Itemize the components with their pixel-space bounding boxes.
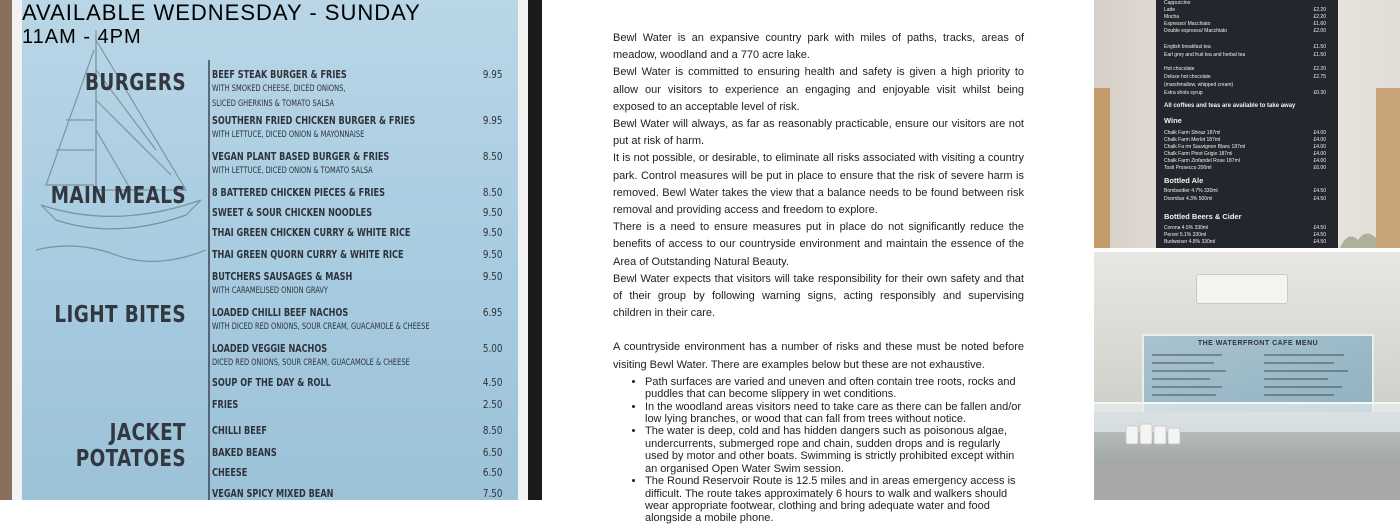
price-row <box>1164 28 1330 34</box>
price-row-value: £4.50 <box>1313 188 1326 194</box>
price-row <box>1164 188 1330 194</box>
plant-icon <box>1338 226 1378 248</box>
price-row <box>1164 151 1330 157</box>
takeaway-note: All coffees and teas are available to take away <box>1164 103 1296 109</box>
menu-item-name: BAKED BEANS <box>212 446 277 459</box>
menu-item-price: 9.95 <box>482 114 502 127</box>
price-row <box>1164 90 1330 96</box>
doc-risks-intro: A countryside environment has a number of risks and these must be noted before visiting Bewl Water. There are examples below but these are not exhaustive. <box>613 341 1024 371</box>
menu-item-description: WITH CARAMELISED ONION GRAVY <box>212 286 328 296</box>
price-row <box>1164 232 1330 238</box>
price-row <box>1164 225 1330 231</box>
menu-item <box>212 306 502 334</box>
door-frame <box>1094 88 1110 248</box>
menu-item <box>212 446 502 459</box>
cafe-menu-title: THE WATERFRONT CAFE MENU <box>1197 340 1319 347</box>
menu-item <box>212 270 502 298</box>
price-row-name: Earl grey and fruit tea and herbal tea <box>1164 52 1246 58</box>
menu-board <box>12 0 528 500</box>
price-row-value: £6.00 <box>1313 165 1326 171</box>
price-row-name: Deluxe hot chocolate <box>1164 74 1211 80</box>
price-row <box>1164 165 1330 171</box>
document-body <box>613 30 1024 525</box>
price-row-value: £4.50 <box>1313 196 1326 202</box>
menu-item <box>212 206 502 219</box>
price-row-value: £1.60 <box>1313 21 1326 27</box>
price-row <box>1164 196 1330 202</box>
menu-item <box>212 466 502 479</box>
price-row-name: Mocha <box>1164 14 1180 20</box>
menu-item-price: 8.50 <box>482 186 502 199</box>
price-row-value: £2.20 <box>1313 66 1326 72</box>
price-row <box>1164 66 1330 72</box>
frame-edge <box>528 0 542 500</box>
price-row-name: Corona 4.5% 330ml <box>1164 225 1209 231</box>
price-row-value: £2.20 <box>1313 14 1326 20</box>
menu-item-name: SOUP OF THE DAY & ROLL <box>212 376 331 389</box>
price-row-name: Espresso/ Macchiato <box>1164 21 1211 27</box>
price-row-name: Chalk Fa rm Sauvignon Blanc 187ml <box>1164 144 1246 150</box>
menu-board-photo <box>0 0 542 500</box>
price-row-value: £2.75 <box>1313 74 1326 80</box>
price-row-value: £4.50 <box>1313 225 1326 231</box>
price-row-name: Cappuccino <box>1164 0 1191 6</box>
doc-risk-item: • The Round Reservoir Route is 12.5 miles and in areas emergency access is difficult. The route takes approximately 6 hours to walk and walkers should wear appropriate footwear, clothing and bring adequate water and food alongside a mobile phone. <box>645 475 1024 525</box>
price-row <box>1164 158 1330 164</box>
price-row-value: £4.00 <box>1313 158 1326 164</box>
doc-paragraph: It is not possible, or desirable, to eliminate all risks associated with visiting a country park. Control measures will be put in place to ensure that the risk of severe harm is removed. Bewl Water takes the view that a balance needs to be found between risk removal and providing access and freedom to explore. <box>613 152 1024 217</box>
beer-heading: Bottled Beers & Cider <box>1164 212 1242 221</box>
section-burgers: BURGERS <box>84 70 186 96</box>
price-row-value: £2.20 <box>1313 7 1326 13</box>
price-row <box>1164 239 1330 245</box>
door-frame <box>1376 88 1400 248</box>
price-row-value: £4.00 <box>1313 144 1326 150</box>
drinks-price-board <box>1156 0 1338 248</box>
doc-paragraph: Bewl Water will always, as far as reasonably practicable, ensure our visitors are not put at risk of harm. <box>613 118 1024 148</box>
price-row-name: Budweiser 4.8% 330ml <box>1164 239 1216 245</box>
price-row-value: £4.00 <box>1313 130 1326 136</box>
menu-item-name: VEGAN PLANT BASED BURGER & FRIES <box>212 150 390 163</box>
price-row-name: English breakfast tea <box>1164 44 1211 50</box>
price-row-name: Chalk Farm Merlot 187ml <box>1164 137 1221 143</box>
doc-risk-item: • The water is deep, cold and has hidden dangers such as poisonous algae, undercurrents, submerged rope and chain, sudden drops and is regularly used by motor and other boats. Swimming is strictly prohibited except within an organised Open Water Swim session. <box>645 425 1024 475</box>
stacked-cups-icon <box>1124 420 1184 446</box>
price-row <box>1164 52 1330 58</box>
menu-item <box>212 150 502 178</box>
doc-paragraph: Bewl Water is an expansive country park with miles of paths, tracks, areas of meadow, woodland and a 770 acre lake. <box>613 32 1024 62</box>
price-row-name: Chalk Farm Pinot Grigio 187ml <box>1164 151 1233 157</box>
menu-item-name: VEGAN SPICY MIXED BEAN <box>212 487 334 500</box>
doc-risk-item: • In the woodland areas visitors need to take care as there can be fallen and/or low lying branches, or wood that can fall from trees without notice. <box>645 401 1024 426</box>
menu-item-price: 6.50 <box>482 446 502 459</box>
menu-item-description: WITH LETTUCE, DICED ONION & MAYONNAISE <box>212 130 365 140</box>
menu-item-name: BEEF STEAK BURGER & FRIES <box>212 68 347 81</box>
section-light-bites: LIGHT BITES <box>54 302 187 328</box>
menu-item-price: 6.95 <box>482 306 502 319</box>
price-row <box>1164 74 1330 80</box>
menu-item-price: 4.50 <box>482 376 502 389</box>
menu-item-price: 9.50 <box>482 206 502 219</box>
menu-item <box>212 398 502 411</box>
menu-item-price: 5.00 <box>482 342 502 355</box>
price-row <box>1164 130 1330 136</box>
wine-heading: Wine <box>1164 116 1182 125</box>
menu-item-name: BUTCHERS SAUSAGES & MASH <box>212 270 353 283</box>
price-row-name: Chalk Farm Zinfandel Rose 187ml <box>1164 158 1240 164</box>
price-row-name: Doombar 4.3% 500ml <box>1164 196 1213 202</box>
menu-item-price: 9.50 <box>482 248 502 261</box>
drinks-price-board-photo <box>1094 0 1400 248</box>
menu-item <box>212 342 502 370</box>
menu-availability-hours: 11AM - 4PM <box>22 26 142 48</box>
menu-item <box>212 186 502 199</box>
price-row-value: £1.50 <box>1313 44 1326 50</box>
sailboat-sketch-icon <box>36 0 216 280</box>
menu-divider <box>208 60 210 500</box>
price-row-name: Hot chocolate <box>1164 66 1195 72</box>
menu-item-name: CHILLI BEEF <box>212 424 267 437</box>
menu-item <box>212 487 502 500</box>
price-row-value: £4.00 <box>1313 151 1326 157</box>
price-row <box>1164 21 1330 27</box>
menu-item-description: DICED RED ONIONS, SOUR CREAM, GUACAMOLE & CHEESE <box>212 358 410 368</box>
menu-item-description: WITH DICED RED ONIONS, SOUR CREAM, GUACAMOLE & CHEESE <box>212 322 430 332</box>
menu-item-name: THAI GREEN CHICKEN CURRY & WHITE RICE <box>212 226 411 239</box>
price-row-name: Double espresso/ Macchiato <box>1164 28 1228 34</box>
doc-paragraph: Bewl Water is committed to ensuring health and safety is given a high priority to allow our visitors to experience an engaging and enjoyable visit whilst being exposed to an acceptable level of risk. <box>613 66 1024 113</box>
menu-item-name: CHEESE <box>212 466 248 479</box>
ale-heading: Bottled Ale <box>1164 176 1204 185</box>
doc-risk-item: • Path surfaces are varied and uneven and often contain tree roots, rocks and puddles that can become slippery in wet conditions. <box>645 376 1024 401</box>
price-row-name: (marshmallow, whipped cream) <box>1164 82 1234 88</box>
menu-item-price: 9.95 <box>482 68 502 81</box>
menu-item <box>212 68 502 111</box>
section-main-meals: MAIN MEALS <box>50 183 187 209</box>
air-conditioner-icon <box>1196 274 1288 304</box>
menu-item-name: 8 BATTERED CHICKEN PIECES & FRIES <box>212 186 385 199</box>
floor <box>1094 464 1400 500</box>
menu-item-price: 9.50 <box>482 270 502 283</box>
price-row <box>1164 82 1330 88</box>
menu-item-name: LOADED CHILLI BEEF NACHOS <box>212 306 349 319</box>
price-row-value: £2.00 <box>1313 28 1326 34</box>
price-row-value: £0.30 <box>1313 90 1326 96</box>
price-row-name: Chalk Farm Shiraz 187ml <box>1164 130 1221 136</box>
price-row-name: Latte <box>1164 7 1176 13</box>
menu-item-name: SWEET & SOUR CHICKEN NOODLES <box>212 206 373 219</box>
price-row <box>1164 14 1330 20</box>
menu-item-price: 2.50 <box>482 398 502 411</box>
menu-item-price: 8.50 <box>482 150 502 163</box>
price-row-value: £1.50 <box>1313 52 1326 58</box>
menu-item <box>212 424 502 437</box>
menu-item <box>212 248 502 261</box>
menu-availability-days: AVAILABLE WEDNESDAY - SUNDAY <box>22 0 421 25</box>
safety-document <box>542 0 1094 525</box>
price-row <box>1164 7 1330 13</box>
price-row-value: £4.50 <box>1313 232 1326 238</box>
price-row-name: Peroni 5.1% 330ml <box>1164 232 1207 238</box>
price-row-name: Bombardier 4.7% 330ml <box>1164 188 1218 194</box>
price-row-name: Extra shots syrup <box>1164 90 1203 96</box>
section-jacket-potatoes: JACKET POTATOES <box>75 420 186 472</box>
menu-item-description: WITH LETTUCE, DICED ONION & TOMATO SALSA <box>212 166 373 176</box>
price-row-value: £4.50 <box>1313 239 1326 245</box>
menu-item <box>212 376 502 389</box>
menu-item-description: SLICED GHERKINS & TOMATO SALSA <box>212 99 335 109</box>
cafe-counter-photo <box>1094 252 1400 500</box>
menu-item-name: SOUTHERN FRIED CHICKEN BURGER & FRIES <box>212 114 416 127</box>
doc-paragraph: Bewl Water expects that visitors will take responsibility for their own safety and that of their group by following warning signs, acting responsibly and supervising children in their care. <box>613 272 1024 320</box>
menu-item <box>212 114 502 142</box>
menu-item-price: 7.50 <box>482 487 502 500</box>
price-row <box>1164 137 1330 143</box>
menu-item-name: LOADED VEGGIE NACHOS <box>212 342 328 355</box>
menu-item-price: 6.50 <box>482 466 502 479</box>
menu-item-name: THAI GREEN QUORN CURRY & WHITE RICE <box>212 248 404 261</box>
price-row-name: Tosti Prosecco 200ml <box>1164 165 1212 171</box>
menu-item-name: FRIES <box>212 398 239 411</box>
menu-item-description: WITH SMOKED CHEESE, DICED ONIONS, <box>212 84 346 94</box>
price-row <box>1164 0 1330 6</box>
doc-risk-list <box>645 376 1024 525</box>
menu-item-price: 8.50 <box>482 424 502 437</box>
price-row-value: £4.00 <box>1313 137 1326 143</box>
menu-item <box>212 226 502 239</box>
menu-item-price: 9.50 <box>482 226 502 239</box>
price-row <box>1164 44 1330 50</box>
price-row <box>1164 144 1330 150</box>
doc-paragraph: There is a need to ensure measures put in place do not significantly reduce the benefits of access to our countryside environment and maintain the essence of the Area of Outstanding Natural Beauty. <box>613 221 1024 268</box>
